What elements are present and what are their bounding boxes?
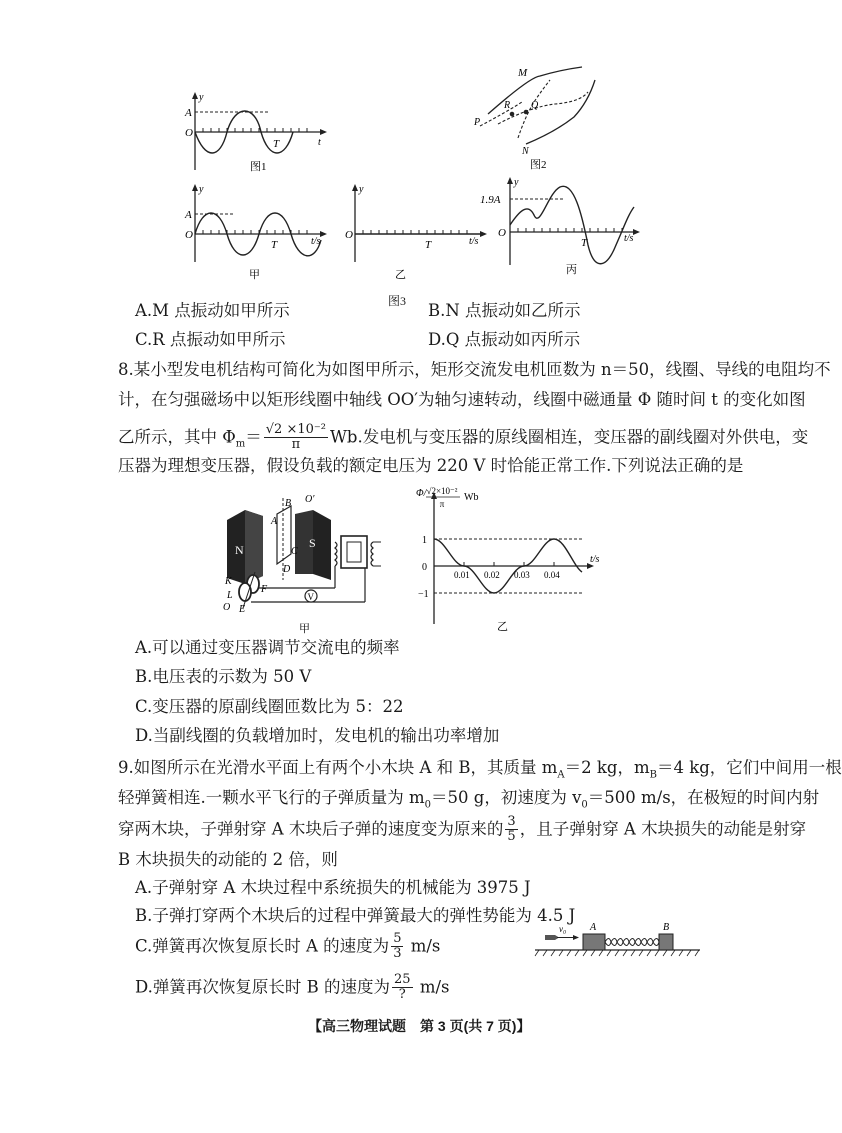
q8-magnet-s-label: S bbox=[309, 536, 316, 550]
figure-3-yi bbox=[335, 182, 495, 282]
q9-option-c-num: 5 bbox=[393, 931, 402, 946]
q9-line-2-end: ＝500 m/s，在极短的时间内射 bbox=[587, 788, 820, 807]
q9-line-3-end: ，且子弹射穿 A 木块损失的动能是射穿 bbox=[519, 819, 807, 839]
q9-frac-num: 3 bbox=[507, 814, 516, 829]
q8-line-2: 计，在匀强磁场中以矩形线圈中轴线 OO′为轴匀速转动，线圈中磁通量 Φ 随时间 t 的变化如图 bbox=[118, 390, 806, 409]
q9-line-2 bbox=[118, 790, 819, 810]
q9-line-1-mid: ＝2 kg，m bbox=[564, 758, 650, 777]
q9-line-4: B 木块损失的动能的 2 倍，则 bbox=[118, 850, 338, 869]
q9-option-a: A.子弹射穿 A 木块过程中系统损失的机械能为 3975 J bbox=[135, 878, 531, 897]
fig3-jia-caption: 甲 bbox=[249, 269, 260, 281]
q9-line-3-start: 穿两木块，子弹射穿 A 木块后子弹的速度变为原来的 bbox=[118, 819, 504, 839]
q8-line-3-end: Wb.发电机与变压器的原线圈相连，变压器的副线圈对外供电，变 bbox=[329, 427, 809, 447]
q9-line-1 bbox=[118, 760, 842, 780]
fig3-jia-t-tick: T bbox=[271, 239, 278, 251]
fig3-bing-caption: 丙 bbox=[566, 264, 577, 276]
q8-phi-fraction bbox=[264, 423, 328, 453]
q9-sub-a: A bbox=[557, 769, 565, 781]
q8-voltmeter-v: V bbox=[307, 592, 314, 602]
q8-flux-unit-tail: Wb bbox=[464, 492, 479, 503]
q9-option-d-text: D.弹簧再次恢复原长时 B 的速度为 bbox=[135, 977, 391, 997]
q7-option-a: A.M 点振动如甲所示 bbox=[135, 301, 290, 320]
fig1-caption: 图1 bbox=[250, 161, 267, 173]
fig3-jia-o-label: O bbox=[185, 229, 193, 241]
fig3-yi-caption: 乙 bbox=[395, 269, 406, 281]
q8-flux-x-tick: 0.04 bbox=[544, 570, 560, 580]
q8-flux-tick-neg1: −1 bbox=[418, 589, 429, 600]
q9-sub-b: B bbox=[649, 769, 657, 781]
q8-option-d: D.当副线圈的负载增加时，发电机的输出功率增加 bbox=[135, 726, 500, 745]
q9-option-c-unit: m/s bbox=[410, 936, 441, 956]
q8-option-b: B.电压表的示数为 50 V bbox=[135, 667, 312, 686]
q8-point-k: K bbox=[225, 576, 232, 587]
q9-v0-label: v₀ bbox=[559, 924, 567, 934]
q9-figure-blocks bbox=[535, 918, 700, 960]
q9-line-2-mid: ＝50 g，初速度为 v bbox=[431, 788, 582, 807]
fig3-bing-t-axis: t/s bbox=[624, 233, 634, 244]
fig3-caption: 图3 bbox=[388, 294, 407, 308]
q8-point-e: E bbox=[239, 604, 246, 615]
fig3-yi-y-label: y bbox=[359, 184, 364, 195]
figure-2 bbox=[470, 62, 620, 172]
q8-point-f: F bbox=[261, 584, 268, 595]
figure-3-bing bbox=[478, 175, 648, 285]
q8-figure-yi bbox=[412, 484, 612, 634]
q9-option-c-text: C.弹簧再次恢复原长时 A 的速度为 bbox=[135, 936, 390, 956]
q8-flux-x-axis-label: t/s bbox=[590, 554, 600, 565]
q9-option-d-fraction bbox=[392, 973, 413, 1003]
fig2-caption: 图2 bbox=[530, 159, 547, 171]
q9-block-a-label: A bbox=[590, 922, 597, 933]
fig3-jia-a-label: A bbox=[185, 209, 192, 221]
q8-flux-x-tick: 0.03 bbox=[514, 570, 530, 580]
q9-option-b: B.子弹打穿两个木块后的过程中弹簧最大的弹性势能为 4.5 J bbox=[135, 906, 576, 925]
fig3-yi-t-axis: t/s bbox=[469, 236, 479, 247]
q9-option-d-num: 25 bbox=[394, 972, 411, 987]
fig3-bing-a-label: 1.9A bbox=[480, 194, 501, 206]
fig3-bing-t-tick: T bbox=[581, 237, 588, 249]
q8-equals: ＝ bbox=[245, 427, 262, 447]
q9-line-3 bbox=[118, 815, 806, 845]
q8-flux-tick-0: 0 bbox=[422, 562, 427, 573]
q8-flux-y-axis-label: Φ/ bbox=[416, 488, 427, 499]
fig1-t-axis: t bbox=[318, 137, 321, 148]
q8-frac-num: √2 ×10⁻² bbox=[265, 422, 326, 437]
q8-option-c: C.变压器的原副线圈匝数比为 5：22 bbox=[135, 697, 404, 716]
fig1-t-tick: T bbox=[273, 138, 280, 150]
q8-figure-jia bbox=[215, 492, 395, 634]
q9-option-d-unit: m/s bbox=[419, 977, 450, 997]
q8-line-1: 8.某小型发电机结构可简化为如图甲所示，矩形交流发电机匝数为 n＝50，线圈、导线的电阻均不 bbox=[118, 360, 831, 379]
q9-line-1-end: ＝4 kg，它们中间用一根 bbox=[656, 758, 842, 777]
q8-flux-tick-1: 1 bbox=[422, 535, 427, 546]
fig3-yi-t-tick: T bbox=[425, 239, 432, 251]
fig3-bing-y-label: y bbox=[514, 177, 519, 188]
fig2-q-label: Q bbox=[531, 100, 539, 111]
q7-option-c: C.R 点振动如甲所示 bbox=[135, 330, 286, 349]
q7-option-b: B.N 点振动如乙所示 bbox=[428, 301, 581, 320]
q9-fraction-3-5 bbox=[505, 815, 517, 845]
q9-frac-den: 5 bbox=[507, 829, 516, 845]
q9-line-1-start: 9.如图所示在光滑水平面上有两个小木块 A 和 B，其质量 m bbox=[118, 758, 558, 777]
q9-option-c bbox=[135, 932, 440, 962]
q8-option-a: A.可以通过变压器调节交流电的频率 bbox=[135, 638, 400, 657]
q8-line-3 bbox=[118, 423, 808, 453]
q8-flux-x-tick: 0.01 bbox=[454, 570, 470, 580]
q8-point-o: O bbox=[223, 602, 231, 613]
fig2-p-label: P bbox=[474, 117, 481, 128]
fig2-n-label: N bbox=[522, 146, 529, 157]
q9-option-d bbox=[135, 973, 450, 1003]
fig3-jia-y-label: y bbox=[199, 184, 204, 195]
q8-frac-den: π bbox=[291, 437, 301, 453]
q8-flux-unit-den: π bbox=[439, 499, 445, 509]
fig2-r-label: R bbox=[504, 100, 511, 111]
q8-magnet-n-label: N bbox=[235, 543, 244, 557]
q8-point-l: L bbox=[227, 590, 233, 601]
q8-phi-sub: m bbox=[235, 438, 246, 450]
q8-flux-unit-num: √2×10⁻² bbox=[426, 486, 458, 496]
q9-option-d-den: ? bbox=[398, 987, 406, 1003]
q9-option-c-den: 3 bbox=[393, 946, 402, 962]
q8-flux-x-tick: 0.02 bbox=[484, 570, 500, 580]
q8-point-b: B bbox=[285, 498, 292, 509]
fig1-o-label: O bbox=[185, 127, 193, 139]
q7-option-d: D.Q 点振动如丙所示 bbox=[428, 330, 581, 349]
q8-line-3-start: 乙所示，其中 Φ bbox=[118, 427, 236, 447]
q8-line-4: 压器为理想变压器，假设负载的额定电压为 220 V 时恰能正常工作.下列说法正确的是 bbox=[118, 456, 744, 475]
q8-fig-jia-caption: 甲 bbox=[299, 623, 310, 635]
fig2-m-label: M bbox=[518, 67, 528, 79]
page-footer: 【高三物理试题 第 3 页(共 7 页)】 bbox=[308, 1018, 531, 1034]
q8-point-c: C bbox=[291, 546, 298, 557]
fig3-yi-o-label: O bbox=[345, 229, 353, 241]
q9-line-2-start: 轻弹簧相连.一颗水平飞行的子弹质量为 m bbox=[118, 788, 425, 807]
fig1-a-label: A bbox=[185, 107, 192, 119]
q9-sub-0-v: 0 bbox=[581, 799, 588, 811]
q8-fig-yi-caption: 乙 bbox=[497, 621, 508, 633]
q9-option-c-fraction bbox=[391, 932, 403, 962]
fig1-y-label: y bbox=[199, 92, 204, 103]
q9-sub-0-m: 0 bbox=[424, 799, 432, 811]
fig3-jia-t-axis: t/s bbox=[311, 236, 321, 247]
q8-point-o-prime: O′ bbox=[305, 494, 315, 505]
q8-point-a: A bbox=[271, 516, 278, 527]
fig3-bing-o-label: O bbox=[498, 227, 506, 239]
figure-3-jia bbox=[175, 182, 335, 282]
q8-point-d: D bbox=[283, 564, 291, 575]
figure-1 bbox=[175, 90, 335, 175]
q9-block-b-label: B bbox=[663, 922, 670, 933]
